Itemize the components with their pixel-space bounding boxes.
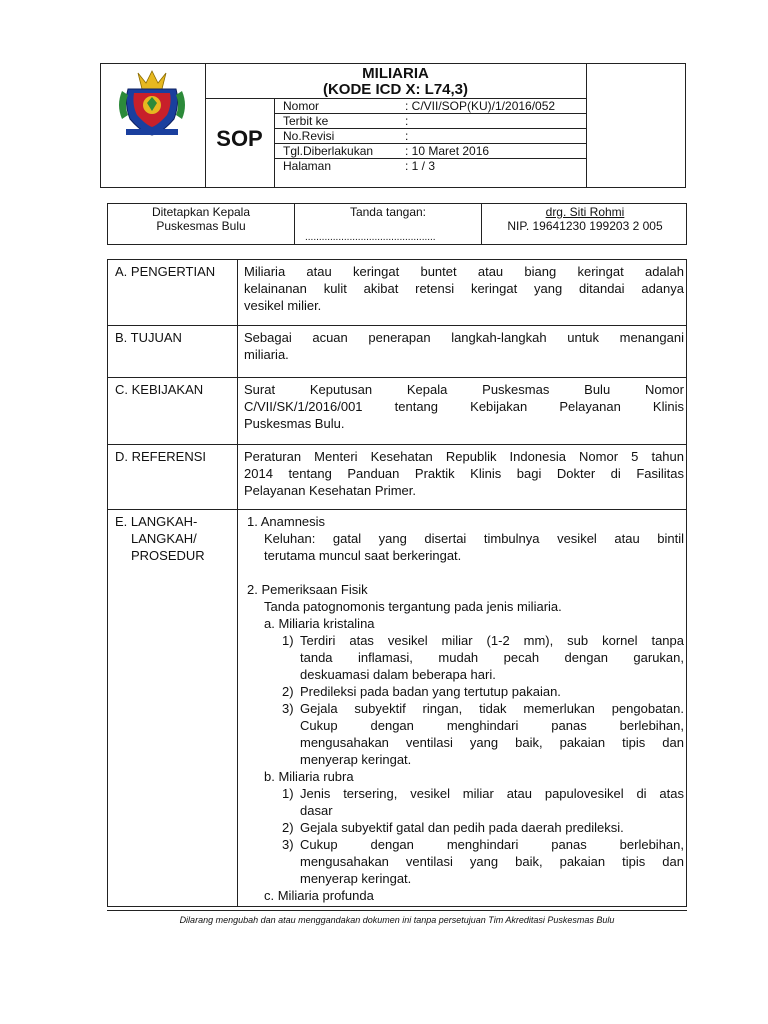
- section-text: [238, 378, 687, 432]
- signatory-nip: NIP. 19641230 199203 2 005: [507, 219, 663, 233]
- signature-table: [107, 203, 687, 245]
- text-line: C/VII/SK/1/2016/001 tentang Kebijakan Pelayanan Klinis: [244, 399, 684, 414]
- list-item: [244, 819, 684, 836]
- text-line: Miliaria atau keringat buntet atau biang keringat adalah: [244, 264, 684, 279]
- meta-label: No.Revisi: [283, 129, 335, 143]
- sop-cell: [205, 99, 275, 188]
- meta-value: : C/VII/SOP(KU)/1/2016/052: [405, 99, 556, 113]
- text-line: Cukup dengan menghindari panas berlebihan,: [300, 718, 684, 733]
- text-line: Predileksi pada badan yang tertutup pakaian.: [300, 684, 561, 699]
- text-line: tanda inflamasi, mudah pecah dengan garukan,: [300, 650, 684, 665]
- list-item: [244, 785, 684, 819]
- text-line: Puskesmas Bulu.: [244, 416, 345, 431]
- meta-value: :: [405, 114, 409, 128]
- signature-line: ...............................................: [305, 232, 436, 243]
- section-tujuan: [108, 326, 687, 378]
- text-line: Jenis tersering, vesikel miliar atau papulovesikel di atas: [300, 786, 684, 801]
- meta-label: Nomor: [283, 99, 320, 113]
- sop-label: SOP: [216, 126, 263, 151]
- section-label: B. TUJUAN: [108, 326, 238, 377]
- established-line-1: Ditetapkan Kepala: [151, 205, 251, 219]
- meta-row-tanggal: [275, 144, 587, 159]
- section-kebijakan: [108, 378, 687, 445]
- list-item: [244, 683, 684, 700]
- footer-notice: Dilarang mengubah dan atau menggandakan dokumen ini tanpa persetujuan Tim Akreditasi Puskesmas Bulu: [179, 915, 615, 925]
- subsection-title: b. Miliaria rubra: [264, 769, 354, 784]
- text-line: Pelayanan Kesehatan Primer.: [244, 483, 416, 498]
- text-line: menyerap keringat.: [300, 752, 412, 767]
- text-line: Gejala subyektif gatal dan pedih pada daerah predileksi.: [300, 820, 624, 835]
- spacer: [244, 564, 684, 581]
- meta-row-halaman: [275, 159, 587, 174]
- section-text: [238, 260, 687, 314]
- content-table: [107, 259, 687, 907]
- subsection-title: c. Miliaria profunda: [264, 888, 374, 903]
- text-line: kelainanan kulit akibat retensi keringat yang ditandai adanya: [244, 281, 684, 296]
- section-referensi: [108, 445, 687, 510]
- logo-cell: [100, 63, 206, 188]
- list-item: [244, 700, 684, 768]
- list-item: [244, 632, 684, 683]
- text-line: Surat Keputusan Kepala Puskesmas Bulu Nomor: [244, 382, 684, 397]
- section-text: [238, 445, 687, 499]
- document-title: [205, 63, 587, 99]
- label-line: E. LANGKAH-: [115, 514, 198, 529]
- section-text: [238, 326, 687, 363]
- list-number: 1): [282, 786, 294, 801]
- meta-row-terbit: [275, 114, 587, 129]
- section-pengertian: [108, 260, 687, 326]
- section-prosedur: [108, 510, 687, 907]
- text-line: Cukup dengan menghindari panas berlebihan,: [300, 837, 684, 852]
- section-label: C. KEBIJAKAN: [108, 378, 238, 444]
- subsection-title: a. Miliaria kristalina: [264, 616, 375, 631]
- section-label: A. PENGERTIAN: [108, 260, 238, 325]
- label-line: LANGKAH/: [131, 531, 197, 546]
- meta-value: : 10 Maret 2016: [405, 144, 490, 158]
- meta-row-revisi: [275, 129, 587, 144]
- step-intro: Tanda patognomonis tergantung pada jenis miliaria.: [264, 599, 562, 614]
- list-number: 3): [282, 837, 294, 852]
- meta-row-empty: [275, 173, 587, 188]
- list-number: 3): [282, 701, 294, 716]
- step-title: 1. Anamnesis: [247, 514, 326, 529]
- list-number: 1): [282, 633, 294, 648]
- established-by: [108, 204, 295, 244]
- meta-label: Tgl.Diberlakukan: [283, 144, 374, 158]
- signature-label: Tanda tangan:: [349, 205, 427, 219]
- text-line: Terdiri atas vesikel miliar (1-2 mm), sub kornel tanpa: [300, 633, 684, 648]
- step-body: [244, 530, 684, 564]
- established-line-2: Puskesmas Bulu: [156, 219, 246, 233]
- list-number: 2): [282, 684, 294, 699]
- section-label: D. REFERENSI: [108, 445, 238, 509]
- text-line: Peraturan Menteri Kesehatan Republik Indonesia Nomor 5 tahun: [244, 449, 684, 464]
- text-line: mengusahakan ventilasi yang baik, pakaian tipis dan: [300, 854, 684, 869]
- list-number: 2): [282, 820, 294, 835]
- text-line: Sebagai acuan penerapan langkah-langkah untuk menangani: [244, 330, 684, 345]
- meta-value: : 1 / 3: [405, 159, 436, 173]
- footer: [107, 910, 687, 925]
- text-line: mengusahakan ventilasi yang baik, pakaian tipis dan: [300, 735, 684, 750]
- label-line: PROSEDUR: [131, 548, 205, 563]
- list-item: [244, 836, 684, 887]
- text-line: Gejala subyektif ringan, tidak memerlukan pengobatan.: [300, 701, 684, 716]
- section-label: [108, 510, 238, 907]
- meta-label: Halaman: [283, 159, 332, 173]
- title-line-1: MILIARIA: [362, 65, 429, 82]
- text-line: vesikel milier.: [244, 298, 322, 313]
- puskesmas-logo: [100, 63, 205, 188]
- text-line: miliaria.: [244, 347, 289, 362]
- text-line: deskuamasi dalam beberapa hari.: [300, 667, 496, 682]
- signature-cell: [295, 204, 482, 244]
- text-line: 2014 tentang Panduan Praktik Klinis bagi Dokter di Fasilitas: [244, 466, 684, 481]
- procedure-text: [238, 510, 687, 904]
- text-line: dasar: [300, 803, 333, 818]
- text-line: menyerap keringat.: [300, 871, 412, 886]
- meta-value: :: [405, 129, 409, 143]
- signatory: [482, 204, 688, 245]
- signatory-name: drg. Siti Rohmi: [545, 205, 625, 219]
- title-line-2: (KODE ICD X: L74,3): [322, 81, 469, 98]
- text-line: Keluhan: gatal yang disertai timbulnya vesikel atau bintil: [264, 531, 684, 546]
- meta-label: Terbit ke: [283, 114, 329, 128]
- text-line: terutama muncul saat berkeringat.: [264, 548, 462, 563]
- meta-row-nomor: [275, 99, 587, 114]
- step-title: 2. Pemeriksaan Fisik: [247, 582, 368, 597]
